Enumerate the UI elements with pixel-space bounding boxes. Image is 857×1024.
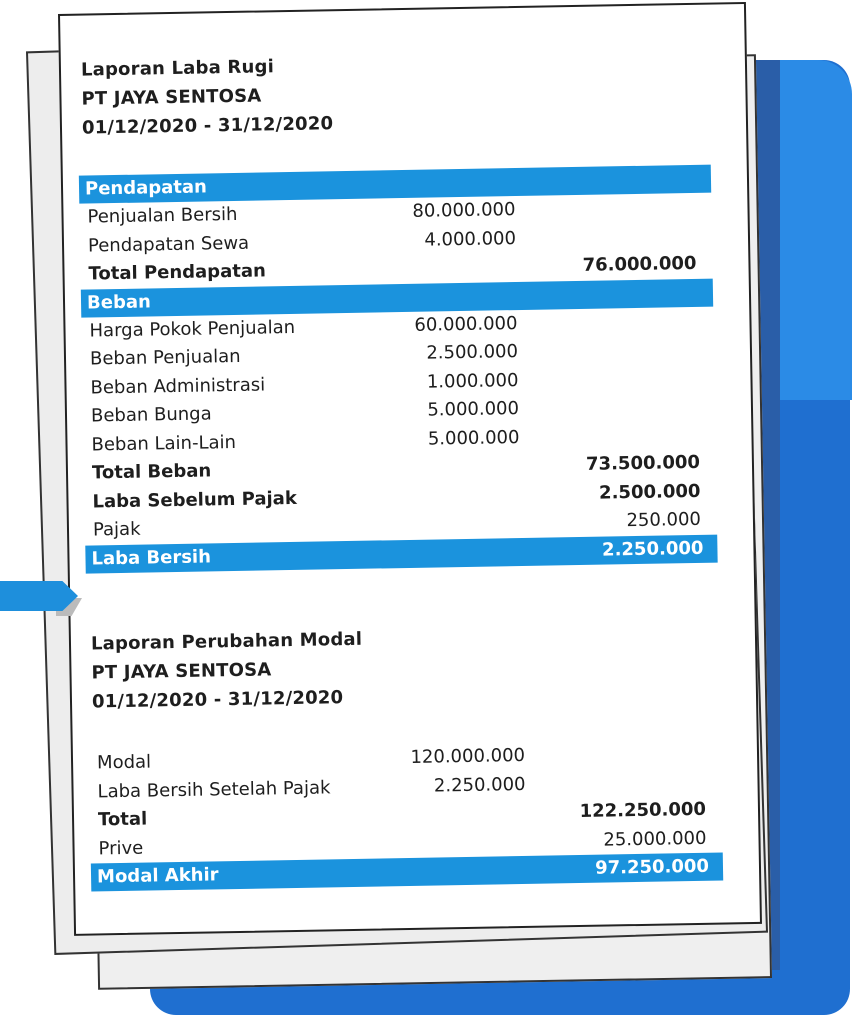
net-profit-label: Laba Bersih [91, 545, 212, 569]
item-amount: 4.000.000 [424, 227, 517, 251]
withdrawal-amount: 25.000.000 [603, 827, 707, 851]
withdrawal-label: Prive [98, 837, 144, 859]
report-title: Laporan Laba Rugi [80, 56, 275, 81]
report-sheet [58, 2, 762, 936]
equity-statement [91, 619, 715, 892]
company-name: PT JAYA SENTOSA [81, 85, 262, 110]
item-label: Beban Lain-Lain [91, 431, 237, 455]
item-label: Modal [96, 751, 152, 774]
item-amount: 5.000.000 [427, 426, 520, 450]
tax-label: Pajak [92, 518, 141, 541]
item-label: Beban Penjualan [89, 345, 241, 370]
total-label: Total [97, 808, 148, 831]
item-amount: 1.000.000 [426, 369, 519, 393]
ending-capital-label: Modal Akhir [96, 864, 219, 888]
item-amount: 120.000.000 [410, 744, 526, 768]
item-amount: 5.000.000 [427, 398, 520, 421]
bookmark-ribbon [0, 581, 78, 611]
profit-amount: 2.500.000 [598, 480, 701, 504]
item-amount: 2.250.000 [433, 773, 526, 797]
total-label: Total Pendapatan [88, 260, 266, 285]
company-name: PT JAYA SENTOSA [91, 659, 272, 684]
net-profit-amount: 2.250.000 [601, 537, 704, 561]
item-label: Harga Pokok Penjualan [89, 316, 296, 341]
item-amount: 2.500.000 [426, 341, 519, 364]
total-amount: 76.000.000 [582, 252, 697, 276]
profit-label: Laba Sebelum Pajak [92, 487, 297, 512]
total-label: Total Beban [91, 460, 212, 484]
ending-capital-amount: 97.250.000 [594, 855, 710, 879]
report-period: 01/12/2020 - 31/12/2020 [91, 687, 344, 713]
total-amount: 122.250.000 [579, 798, 707, 823]
item-label: Beban Bunga [90, 403, 212, 427]
total-amount: 73.500.000 [585, 451, 701, 475]
item-amount: 60.000.000 [414, 312, 518, 336]
item-label: Pendapatan Sewa [87, 232, 250, 257]
item-label: Penjualan Bersih [87, 203, 238, 228]
report-title: Laporan Perubahan Modal [90, 628, 363, 655]
item-label: Laba Bersih Setelah Pajak [97, 776, 331, 802]
item-amount: 80.000.000 [412, 199, 516, 222]
tax-amount: 250.000 [626, 508, 702, 532]
section-label: Beban [86, 290, 151, 314]
item-label: Beban Administrasi [90, 373, 266, 398]
income-statement [81, 45, 710, 573]
report-period: 01/12/2020 - 31/12/2020 [81, 113, 334, 139]
section-label: Pendapatan [84, 176, 208, 200]
